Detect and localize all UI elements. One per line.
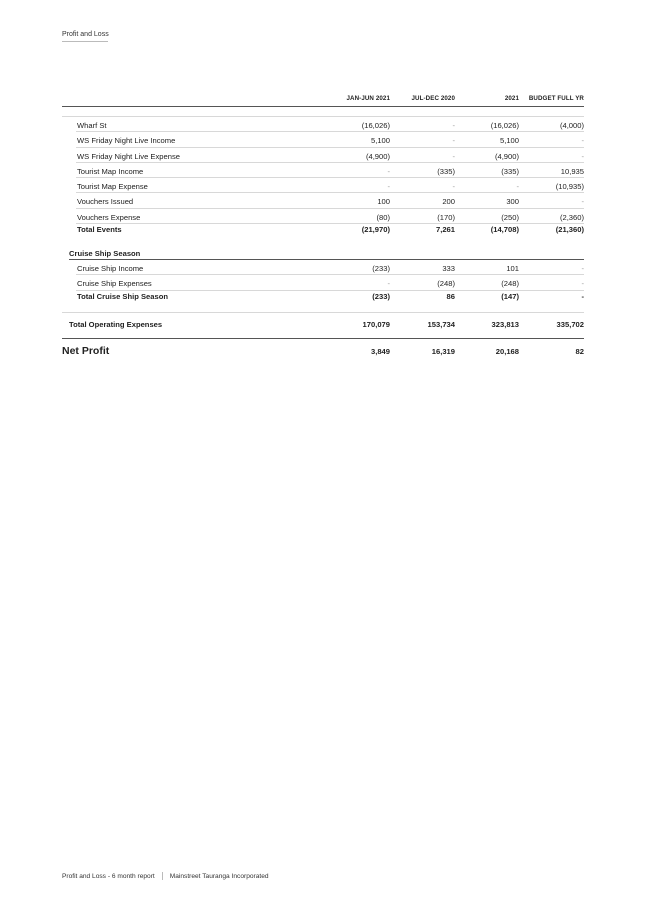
cell: 100 bbox=[377, 197, 390, 207]
row-label: Vouchers Issued bbox=[77, 197, 134, 207]
table-row bbox=[62, 148, 584, 163]
table-row bbox=[62, 178, 584, 193]
table-row bbox=[62, 116, 584, 132]
cell: (233) bbox=[372, 291, 390, 301]
col-header-2021: 2021 bbox=[504, 95, 519, 102]
cell: - bbox=[452, 136, 455, 146]
cell: (250) bbox=[501, 212, 519, 222]
cell: (16,026) bbox=[361, 121, 390, 130]
cell: 200 bbox=[442, 197, 455, 207]
row-label: Total Events bbox=[77, 225, 122, 235]
row-label: Tourist Map Income bbox=[77, 166, 144, 176]
section-heading-label: Cruise Ship Season bbox=[69, 249, 141, 259]
cell: 153,734 bbox=[427, 319, 455, 329]
cell: 300 bbox=[506, 197, 519, 207]
page-header bbox=[62, 31, 109, 42]
cell: 333 bbox=[442, 264, 455, 274]
cell: 335,702 bbox=[556, 319, 584, 329]
row-label: Total Cruise Ship Season bbox=[77, 291, 169, 301]
table-row bbox=[62, 193, 584, 208]
table-row bbox=[62, 260, 584, 275]
cell: (147) bbox=[501, 291, 519, 301]
cell: - bbox=[581, 264, 584, 274]
cell: 20,168 bbox=[495, 346, 519, 356]
cell: (10,935) bbox=[555, 182, 584, 192]
cell: (335) bbox=[501, 166, 519, 176]
cell: (4,900) bbox=[365, 151, 390, 161]
cell: (335) bbox=[437, 166, 455, 176]
cell: - bbox=[581, 136, 584, 146]
cell: (248) bbox=[437, 279, 455, 289]
table-row bbox=[62, 132, 584, 147]
cell: - bbox=[452, 121, 455, 130]
cell: - bbox=[581, 151, 584, 161]
row-label: WS Friday Night Live Income bbox=[77, 136, 176, 146]
cell: 5,100 bbox=[370, 136, 390, 146]
cell: (80) bbox=[376, 212, 390, 222]
total-cruise-row bbox=[62, 291, 584, 305]
cell: (16,026) bbox=[490, 121, 519, 130]
cell: - bbox=[387, 166, 390, 176]
row-label: Cruise Ship Expenses bbox=[77, 279, 152, 289]
cell: 170,079 bbox=[362, 319, 390, 329]
table-row bbox=[62, 163, 584, 178]
cell: 10,935 bbox=[560, 166, 584, 176]
table-row bbox=[62, 275, 584, 290]
col-header-jul-dec-2020: JUL-DEC 2020 bbox=[411, 95, 455, 102]
net-profit-label: Net Profit bbox=[62, 344, 110, 357]
cell: - bbox=[581, 197, 584, 207]
cell: - bbox=[581, 291, 584, 301]
profit-loss-table bbox=[62, 92, 584, 361]
cell: (233) bbox=[372, 264, 390, 274]
total-events-row bbox=[62, 224, 584, 238]
header-rule bbox=[62, 41, 108, 42]
row-label: Tourist Map Expense bbox=[77, 182, 148, 192]
page-footer bbox=[62, 872, 269, 880]
page-title: Profit and Loss bbox=[62, 31, 109, 38]
row-label: Total Operating Expenses bbox=[69, 319, 163, 329]
cell: (248) bbox=[501, 279, 519, 289]
row-label: Cruise Ship Income bbox=[77, 264, 144, 274]
cell: - bbox=[516, 182, 519, 192]
cell: 5,100 bbox=[499, 136, 519, 146]
footer-organisation: Mainstreet Tauranga Incorporated bbox=[169, 872, 269, 880]
cell: 3,849 bbox=[370, 346, 390, 356]
column-headers bbox=[62, 92, 584, 107]
cell: 86 bbox=[446, 291, 455, 301]
cell: 101 bbox=[506, 264, 519, 274]
cell: - bbox=[581, 279, 584, 289]
col-header-budget-full-yr: BUDGET FULL YR bbox=[528, 95, 584, 102]
row-label: Wharf St bbox=[77, 121, 107, 130]
net-profit-row bbox=[62, 338, 584, 361]
cell: (14,708) bbox=[490, 225, 519, 235]
section-heading bbox=[62, 246, 584, 260]
table-row bbox=[62, 209, 584, 224]
cell: (170) bbox=[437, 212, 455, 222]
col-header-jan-jun-2021: JAN-JUN 2021 bbox=[346, 95, 390, 102]
cell: (21,970) bbox=[361, 225, 390, 235]
total-operating-expenses-row bbox=[62, 312, 584, 335]
cell: - bbox=[452, 182, 455, 192]
cell: 323,813 bbox=[491, 319, 519, 329]
cell: 7,261 bbox=[435, 225, 455, 235]
cell: - bbox=[387, 279, 390, 289]
cell: (4,900) bbox=[494, 151, 519, 161]
cell: 16,319 bbox=[431, 346, 455, 356]
footer-report-name: Profit and Loss - 6 month report bbox=[62, 872, 155, 880]
row-label: WS Friday Night Live Expense bbox=[77, 151, 180, 161]
cell: (2,360) bbox=[559, 212, 584, 222]
cell: (21,360) bbox=[555, 225, 584, 235]
cell: 82 bbox=[575, 346, 584, 356]
cell: (4,000) bbox=[559, 121, 584, 130]
footer-divider bbox=[162, 872, 163, 880]
row-label: Vouchers Expense bbox=[77, 212, 141, 222]
cell: - bbox=[452, 151, 455, 161]
cell: - bbox=[387, 182, 390, 192]
